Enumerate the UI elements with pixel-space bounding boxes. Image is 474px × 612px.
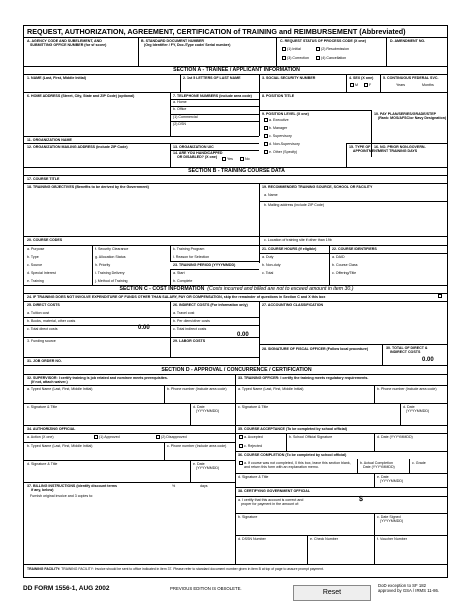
code-source-label: c. Source <box>27 263 43 267</box>
status-cancellation-checkbox[interactable] <box>316 56 320 60</box>
training-facility-note: TRAINING FACILITY: TRAINING FACILITY: Invoice should be sent to office indicated in item 37. Please refer to standard document number given in item B at top of page to assure prompt payment. <box>27 567 324 571</box>
status-correction-checkbox[interactable] <box>282 56 286 60</box>
auth-phone-label: c. Phone number (Include area code) <box>167 444 227 448</box>
field-6-label: 6. HOME ADDRESS (Street, City, State and ZIP Code) (optional) <box>27 94 135 98</box>
field-37-label: 37. BILLING INSTRUCTIONS (identify discount terms if any, below) <box>27 484 118 492</box>
field-17-label: 17. COURSE TITLE <box>27 177 60 181</box>
period-complete-label: b. Complete <box>173 279 193 283</box>
course-offering-label: c. Offering/Title <box>332 271 357 275</box>
field-28-label: 28. SIGNATURE OF FISCAL OFFICER (Follow local procedure) <box>262 347 369 351</box>
phone-commercial-label: (1) Commercial <box>173 115 198 119</box>
field-29-label: 29. LABOR COSTS <box>173 339 206 343</box>
to-date-label: d. Date (YYYYMMDD) <box>403 405 430 413</box>
form-title: REQUEST, AUTHORIZATION, AGREEMENT, CERTIFICATION of TRAINING and REIMBURSEMENT (Abbreviated) <box>27 27 406 36</box>
reset-button[interactable]: Reset <box>293 585 371 601</box>
discount-days-label: days <box>200 484 208 488</box>
status-resubmission-label: (2) Resubmission <box>321 47 349 51</box>
code-allocation-label: g. Allocation Status <box>95 255 126 259</box>
level-executive-label: a. Executive <box>269 118 289 122</box>
sex-f-checkbox[interactable] <box>364 83 368 87</box>
svc-years-label: Years <box>396 83 406 87</box>
source-location-label: c. Location of training site if other than 19b <box>264 238 332 242</box>
sex-m-label: M <box>355 83 358 87</box>
rejected-label: c. Rejected <box>244 444 262 448</box>
sup-signature-label: c. Signature & Title <box>27 405 58 409</box>
dssn-label: d. DSSN Number <box>238 537 266 541</box>
source-address-label: b. Mailing address (include ZIP Code) <box>264 203 325 207</box>
level-executive-checkbox[interactable] <box>264 118 268 122</box>
field-33-label: 33. TRAINING OFFICER: I certify the training meets regulatory requirements. <box>238 376 369 380</box>
code-security-label: f. Security Clearance <box>95 247 129 251</box>
auth-disapproved-checkbox[interactable] <box>156 435 160 439</box>
grade-label: c. Grade <box>412 461 426 465</box>
handicapped-yes-checkbox[interactable] <box>222 157 226 161</box>
field-31-label: 31. JOB ORDER NO. <box>27 359 62 363</box>
previous-edition: PREVIOUS EDITION IS OBSOLETE. <box>170 586 242 591</box>
section-a-title: SECTION A - TRAINEE / APPLICANT INFORMATION <box>173 67 300 73</box>
gsa-exception: DoD exception to SF 182 approved by GSA / IRMS 11-86. <box>378 583 440 593</box>
funding-source-label: 3. Funding source <box>27 339 56 343</box>
field-9-label: 9. POSITION LEVEL (X one) <box>262 112 309 116</box>
to-typed-name-label: a. Typed Name (Last, First, Middle Initial) <box>238 387 304 391</box>
completion-sig-label: d. Signature & Title <box>238 475 269 479</box>
hours-nonduty-label: b. Non-duty <box>262 263 281 267</box>
code-method-label: j. Method of Training <box>95 279 128 283</box>
total-indirect-label: c. Total indirect costs <box>173 327 207 331</box>
billing-note: Furnish original invoice and 3 copies to: <box>30 494 94 498</box>
acceptance-date-label: d. Date (YYYYMMDD) <box>377 435 413 439</box>
handicapped-no-label: No <box>245 157 250 161</box>
field-3-label: 3. SOCIAL SECURITY NUMBER <box>262 76 316 80</box>
field-25-label: 25. DIRECT COSTS <box>27 303 60 307</box>
sup-date-label: d. Date (YYYYMMDD) <box>193 405 220 413</box>
auth-date-label: e. Date (YYYYMMDD) <box>193 462 220 470</box>
code-special-interest-label: d. Special Interest <box>27 271 56 275</box>
books-cost-label: b. Books, material, other costs <box>27 319 76 323</box>
code-reason-label: l. Reason for Selection <box>173 255 210 259</box>
section-d-title: SECTION D - APPROVAL / CONCURRENCE / CERTIFICATION <box>161 367 312 373</box>
certify-amount-label: a. I certify that this account is correct and proper for payment in the amount of: <box>238 498 304 506</box>
svc-months-label: Months <box>422 83 434 87</box>
field-b-label: B. STANDARD DOCUMENT NUMBER (Org Identifier / FY, Doc./Type code/ Serial number) <box>141 39 231 47</box>
not-completed-label: a. If course was not completed, X this box, leave this section blank, and return this form with an explanation memo. <box>244 461 351 469</box>
handicapped-no-checkbox[interactable] <box>240 157 244 161</box>
handicapped-yes-label: Yes <box>227 157 233 161</box>
field-15-label: 15. TYPE OF APPOINTMENT <box>349 145 380 153</box>
amount-dollar: $ <box>359 496 363 503</box>
total-cost-value[interactable]: 0.00 <box>422 357 434 363</box>
total-direct-label: c. Total direct costs <box>27 327 58 331</box>
cert-date-label: c. Date Signed (YYYYMMDD) <box>377 515 404 523</box>
phone-home-label: a. Home <box>173 100 187 104</box>
rejected-checkbox[interactable] <box>239 444 243 448</box>
completion-date-label: b. Actual Completion Date (YYYYMMDD) <box>360 461 395 469</box>
code-training-label: e. Training <box>27 279 44 283</box>
course-class-label: b. Course Class <box>332 263 358 267</box>
field-18-label: 18. TRAINING OBJECTIVES (Benefits to be derived by the Government) <box>27 185 149 189</box>
discount-pct-label: % <box>172 484 176 488</box>
level-supervisory-checkbox[interactable] <box>264 134 268 138</box>
field-21-label: 21. COURSE HOURS (If eligible) <box>262 247 317 251</box>
school-sig-label: b. School Official Signature <box>289 435 333 439</box>
section-c-title: SECTION C - COST INFORMATION (Costs incurred and billed are not to exceed amount in item 30.) <box>119 286 354 292</box>
training-form <box>23 25 448 578</box>
level-other-checkbox[interactable] <box>264 150 268 154</box>
sup-typed-name-label: a. Typed Name (Last, First, Middle Initial) <box>27 387 93 391</box>
field-34-label: 34. AUTHORIZING OFFICIAL <box>27 427 76 431</box>
form-number: DD FORM 1556-1, AUG 2002 <box>23 585 110 592</box>
check-number-label: e. Check Number <box>310 537 338 541</box>
voucher-number-label: f. Voucher Number <box>377 537 407 541</box>
sex-m-checkbox[interactable] <box>350 83 354 87</box>
hours-duty-label: a. Duty <box>262 255 274 259</box>
field-14-label: 14. ARE YOU HANDICAPPED OR DISABLED? (X one) <box>173 151 223 159</box>
field-35-label: 35. COURSE ACCEPTANCE (To be completed by school official) <box>238 427 347 431</box>
auth-approved-checkbox[interactable] <box>94 435 98 439</box>
source-name-label: a. Name <box>264 193 278 197</box>
field-11-label: 11. ORGANIZATION NAME <box>27 138 72 142</box>
no-funds-checkbox[interactable] <box>438 294 442 298</box>
auth-signature-label: d. Signature & Title <box>27 462 58 466</box>
hours-total-label: c. Total <box>262 271 274 275</box>
field-8-label: 8. POSITION TITLE <box>262 94 295 98</box>
period-start-label: a. Start <box>173 271 185 275</box>
phone-dsn-label: (2) DSN <box>173 122 186 126</box>
field-16-label: 16. NO. PRIOR NON-GOVERN- MENT TRAINING DAYS <box>374 145 426 153</box>
field-36-label: 36. COURSE COMPLETION (To be completed by school official) <box>238 453 347 457</box>
total-indirect-value[interactable]: 0.00 <box>237 332 249 338</box>
field-a-label: A. AGENCY CODE AND SUBELEMENT, AND SUBMITTING OFFICE NUMBER (for sf score) <box>27 39 107 47</box>
course-daid-label: a. DAID <box>332 255 345 259</box>
level-manager-checkbox[interactable] <box>264 126 268 130</box>
field-20-label: 20. COURSE CODES <box>27 238 63 242</box>
auth-action-label: a. Action (X one) <box>27 435 54 439</box>
field-4-label: 4. SEX (X one) <box>349 76 374 80</box>
field-12-label: 12. ORGANIZATION MAILING ADDRESS (include ZIP Code) <box>27 145 128 149</box>
field-d-label: D. AMENDMENT NO. <box>390 39 426 43</box>
phone-office-label: b. Office <box>173 107 187 111</box>
facility-text: TRAINING FACILITY: Invoice should be sent to office indicated in item 37. Please refer to standard document number given in item B at top of page to assure prompt payment. <box>61 567 324 571</box>
auth-approved-label: (1) Approved <box>99 435 120 439</box>
field-1-label: 1. NAME (Last, First, Middle Initial) <box>27 76 86 80</box>
field-c-label: C. REQUEST STATUS OF PROCESS CODE (X one) <box>280 39 366 43</box>
code-type-label: b. Type <box>27 255 39 259</box>
section-b-title: SECTION B - TRAINING COURSE DATA <box>188 168 285 174</box>
code-program-label: k. Training Program <box>173 247 205 251</box>
field-30-label: 30. TOTAL OF DIRECT & INDIRECT COSTS <box>386 346 428 354</box>
field-24-label: 24. IF TRAINING DOES NOT INVOLVE EXPENDITURE OF FUNDS OTHER THAN SALARY, PAY OR COMPENSATION, skip the remainder of questions in Section C and X this box <box>27 295 326 299</box>
field-27-label: 27. ACCOUNTING CLASSIFICATION <box>262 303 324 307</box>
field-22-label: 22. COURSE IDENTIFIERS <box>332 247 377 251</box>
completion-date-e-label: e. Date (YYYYMMDD) <box>377 475 404 483</box>
code-priority-label: h. Priority <box>95 263 111 267</box>
tuition-cost-label: a. Tuition cost <box>27 311 50 315</box>
level-nonsupervisory-checkbox[interactable] <box>264 142 268 146</box>
status-correction-label: (3) Correction <box>287 56 309 60</box>
sex-f-label: F <box>369 83 372 87</box>
status-cancellation-label: (4) Cancellation <box>321 56 347 60</box>
status-resubmission-checkbox[interactable] <box>316 47 320 51</box>
travel-cost-label: a. Travel cost <box>173 311 195 315</box>
code-delivery-label: i. Training Delivery <box>95 271 125 275</box>
field-13-label: 13. ORGANIZATION UIC <box>173 145 214 149</box>
to-phone-label: b. Phone number (Include area code) <box>377 387 437 391</box>
field-19-label: 19. RECOMMENDED TRAINING SOURCE, SCHOOL OR FACILITY <box>262 185 373 189</box>
cert-signature-label: b. Signature <box>238 515 258 519</box>
total-direct-value[interactable]: 0.00 <box>138 325 150 331</box>
level-other-label: e. Other (Specify) <box>269 150 298 154</box>
accepted-checkbox[interactable] <box>239 435 243 439</box>
field-26-label: 26. INDIRECT COSTS (For information only) <box>173 303 248 307</box>
field-7-label: 7. TELEPHONE NUMBERS (include area code) <box>173 94 252 98</box>
field-32-label: 32. SUPERVISOR: I certify training is job related and nominee meets prerequisites. (If not, attach waiver.) <box>27 376 168 384</box>
level-supervisory-label: c. Supervisory <box>269 134 292 138</box>
field-2-label: 2. 1st 5 LETTERS OF LAST NAME <box>183 76 241 80</box>
code-purpose-label: a. Purpose <box>27 247 45 251</box>
level-nonsupervisory-label: d. Non-Supervisory <box>269 142 300 146</box>
perdiem-cost-label: b. Per diem/other costs <box>173 319 210 323</box>
sup-phone-label: b. Phone number (Include area code) <box>167 387 227 391</box>
auth-typed-name-label: b. Typed Name (Last, First, Middle Initial) <box>27 444 93 448</box>
to-signature-label: c. Signature & Title <box>238 405 269 409</box>
field-5-label: 5. CONTINUOUS FEDERAL SVC. <box>383 76 439 80</box>
field-38-label: 38. CERTIFYING GOVERNMENT OFFICIAL <box>238 489 311 493</box>
accepted-label: a. Accepted <box>244 435 263 439</box>
auth-disapproved-label: (2) Disapproved <box>161 435 187 439</box>
field-10-label: 10. PAY PLAN/SERIES/GRADE/STEP (Rank: MOS/AFSC/or Navy Designation) <box>374 112 447 120</box>
field-23-label: 23. TRAINING PERIOD (YYYYMMDD) <box>173 263 236 267</box>
not-completed-checkbox[interactable] <box>239 461 243 465</box>
level-manager-label: b. Manager <box>269 126 288 130</box>
status-initial-label: (1) Initial <box>287 47 301 51</box>
status-initial-checkbox[interactable] <box>282 47 286 51</box>
